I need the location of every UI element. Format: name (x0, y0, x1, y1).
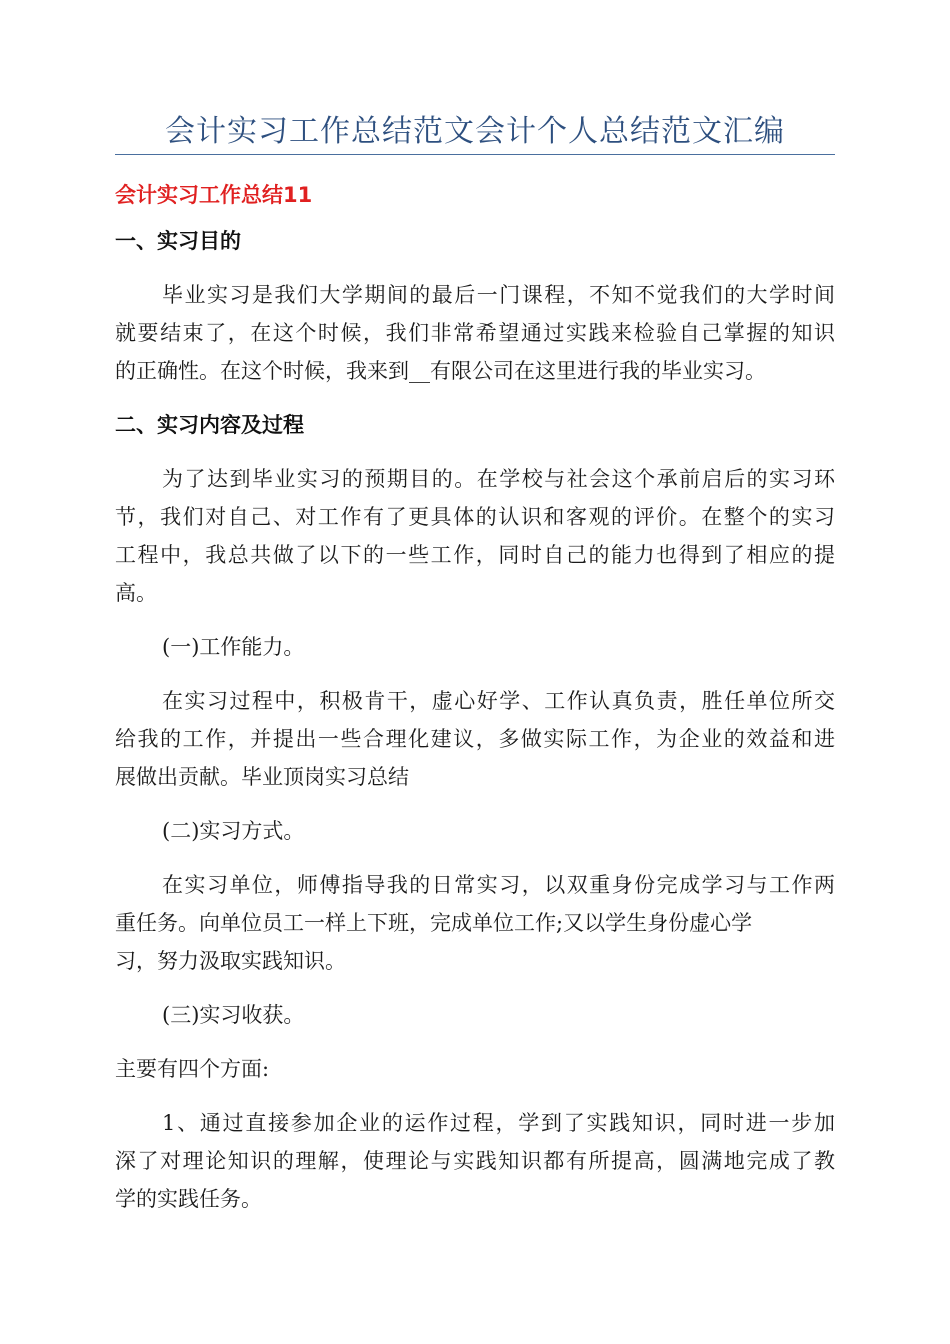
document-title: 会计实习工作总结范文会计个人总结范文汇编 (165, 114, 785, 149)
paragraph-line: 工程中，我总共做了以下的一些工作，同时自己的能力也得到了相应的提 (115, 543, 835, 567)
paragraph-line: 毕业实习是我们大学期间的最后一门课程，不知不觉我们的大学时间 (162, 283, 835, 307)
section-heading-purpose: 一、实习目的 (115, 229, 241, 253)
paragraph-line: 在实习单位，师傅指导我的日常实习，以双重身份完成学习与工作两 (162, 873, 835, 897)
paragraph-line: 在实习过程中，积极肯干，虚心好学、工作认真负责，胜任单位所交 (162, 689, 835, 713)
document-subtitle: 会计实习工作总结11 (115, 183, 313, 207)
paragraph-line: 学的实践任务。 (115, 1187, 262, 1211)
paragraph-line: 高。 (115, 581, 157, 605)
subsection-title-method: (二)实习方式。 (162, 819, 305, 843)
paragraph-line: 为了达到毕业实习的预期目的。在学校与社会这个承前启后的实习环 (162, 467, 835, 491)
paragraph-line: 习，努力汲取实践知识。 (115, 949, 346, 973)
paragraph-line: 1、通过直接参加企业的运作过程，学到了实践知识，同时进一步加 (162, 1111, 835, 1135)
paragraph-line: 主要有四个方面: (115, 1057, 270, 1081)
paragraph-line: 展做出贡献。毕业顶岗实习总结 (115, 765, 409, 789)
subsection-title-gains: (三)实习收获。 (162, 1003, 305, 1027)
section-heading-content: 二、实习内容及过程 (115, 413, 304, 437)
paragraph-line: 给我的工作，并提出一些合理化建议，多做实际工作，为企业的效益和进 (115, 727, 835, 751)
paragraph-line: 重任务。向单位员工一样上下班，完成单位工作;又以学生身份虚心学 (115, 911, 753, 935)
subsection-title-ability: (一)工作能力。 (162, 635, 305, 659)
paragraph-line: 就要结束了，在这个时候，我们非常希望通过实践来检验自己掌握的知识 (115, 321, 835, 345)
paragraph-line: 节，我们对自己、对工作有了更具体的认识和客观的评价。在整个的实习 (115, 505, 835, 529)
paragraph-line: 深了对理论知识的理解，使理论与实践知识都有所提高，圆满地完成了教 (115, 1149, 835, 1173)
title-underline (115, 154, 835, 155)
paragraph-line: 的正确性。在这个时候，我来到__有限公司在这里进行我的毕业实习。 (115, 359, 766, 383)
